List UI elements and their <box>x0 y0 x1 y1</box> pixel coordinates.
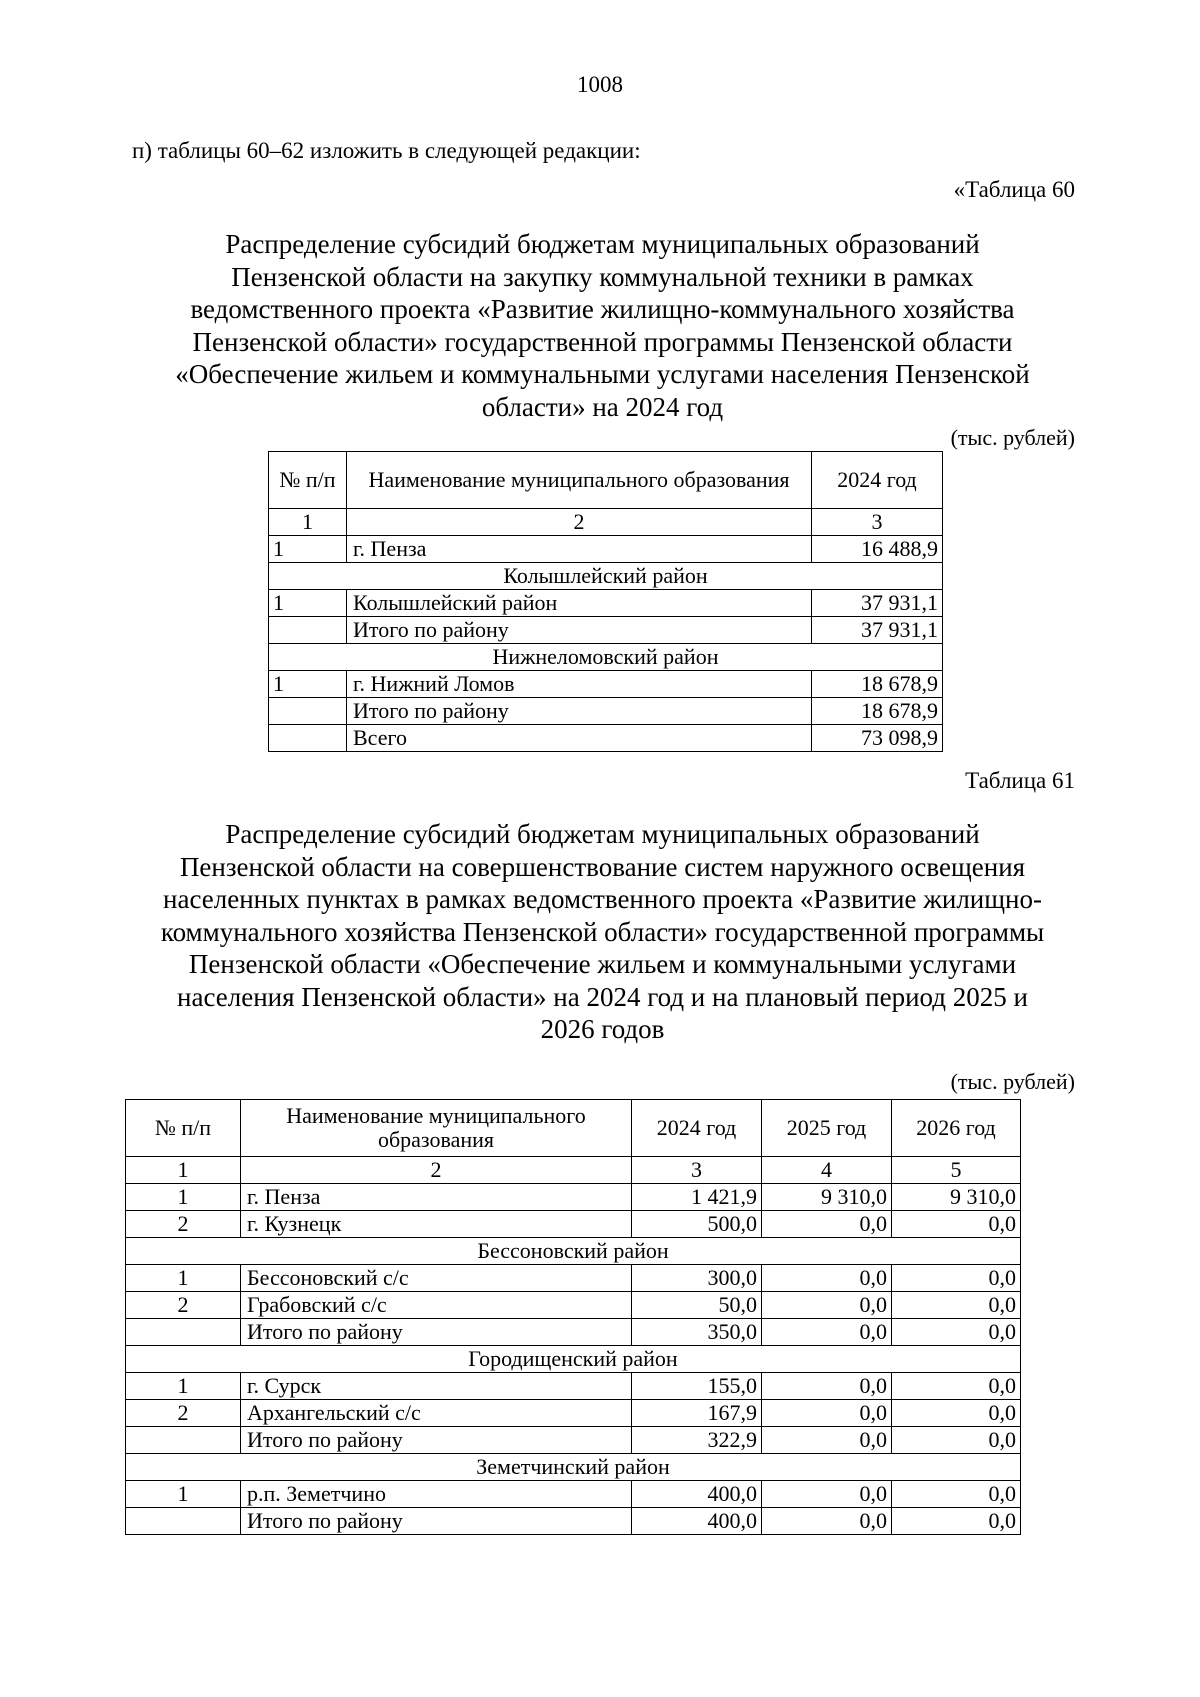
column-number-cell: 5 <box>892 1157 1021 1184</box>
section-title: Колышлейский район <box>269 563 943 590</box>
table-60-label: «Таблица 60 <box>953 177 1075 202</box>
value-cell-v2025: 0,0 <box>762 1508 892 1535</box>
value-cell-v2025: 0,0 <box>762 1292 892 1319</box>
table-row <box>269 725 943 752</box>
row-number-cell <box>269 725 347 752</box>
table-row <box>126 1292 1021 1319</box>
title-line: коммунального хозяйства Пензенской области» государственной программы <box>160 916 1045 947</box>
value-cell-v2026: 0,0 <box>892 1508 1021 1535</box>
name-cell: Всего <box>347 725 812 752</box>
column-number-row <box>126 1157 1021 1184</box>
value-cell-v2024: 1 421,9 <box>632 1184 762 1211</box>
row-number-cell: 1 <box>269 671 347 698</box>
value-cell-v2026: 9 310,0 <box>892 1184 1021 1211</box>
title-line: Пензенской области «Обеспечение жильем и коммунальными услугами <box>188 949 1017 979</box>
value-cell-v2025: 9 310,0 <box>762 1184 892 1211</box>
table-row <box>126 1481 1021 1508</box>
header-row <box>126 1100 1021 1157</box>
section-title: Земетчинский район <box>126 1454 1021 1481</box>
value-cell-v2024: 37 931,1 <box>812 617 943 644</box>
table-61-label: Таблица 61 <box>965 768 1075 793</box>
row-number-cell <box>269 698 347 725</box>
value-cell-v2025: 0,0 <box>762 1265 892 1292</box>
title-line: населенных пунктах в рамках ведомственного проекта «Развитие жилищно- <box>163 884 1042 914</box>
value-cell-v2025: 0,0 <box>762 1319 892 1346</box>
row-number-cell: 1 <box>269 536 347 563</box>
row-number-cell: 1 <box>269 590 347 617</box>
name-cell: г. Нижний Ломов <box>347 671 812 698</box>
value-cell-v2025: 0,0 <box>762 1211 892 1238</box>
name-cell: Итого по району <box>347 617 812 644</box>
row-number-cell: 2 <box>126 1292 241 1319</box>
value-cell-v2026: 0,0 <box>892 1427 1021 1454</box>
intro-paragraph: п) таблицы 60–62 изложить в следующей редакции: <box>132 138 641 163</box>
value-cell-v2024: 155,0 <box>632 1373 762 1400</box>
value-cell-v2025: 0,0 <box>762 1481 892 1508</box>
value-cell-v2024: 167,9 <box>632 1400 762 1427</box>
value-cell-v2026: 0,0 <box>892 1319 1021 1346</box>
section-row <box>269 563 943 590</box>
title-line: Распределение субсидий бюджетам муниципальных образований <box>225 819 980 849</box>
section-title: Городищенский район <box>126 1346 1021 1373</box>
section-row <box>126 1454 1021 1481</box>
value-cell-v2024: 37 931,1 <box>812 590 943 617</box>
header-cell: Наименование муниципального образования <box>241 1100 632 1157</box>
value-cell-v2024: 73 098,9 <box>812 725 943 752</box>
row-number-cell: 1 <box>126 1184 241 1211</box>
table-row <box>269 671 943 698</box>
title-line: Пензенской области» государственной программы Пензенской области <box>192 326 1013 357</box>
value-cell-v2024: 18 678,9 <box>812 698 943 725</box>
table-61-units: (тыс. рублей) <box>950 1069 1075 1094</box>
name-cell: Архангельский с/с <box>241 1400 632 1427</box>
column-number-row <box>269 509 943 536</box>
table-row <box>126 1427 1021 1454</box>
name-cell: г. Кузнецк <box>241 1211 632 1238</box>
section-row <box>126 1346 1021 1373</box>
table-row <box>269 698 943 725</box>
name-cell: Колышлейский район <box>347 590 812 617</box>
name-cell: Итого по району <box>241 1508 632 1535</box>
header-cell: 2024 год <box>812 452 943 509</box>
page-number: 1008 <box>577 72 623 97</box>
title-line: Пензенской области на закупку коммунальной техники в рамках <box>231 261 974 292</box>
name-cell: Бессоновский с/с <box>241 1265 632 1292</box>
title-line: «Обеспечение жильем и коммунальными услугами населения Пензенской <box>175 359 1030 389</box>
name-cell: г. Пенза <box>241 1184 632 1211</box>
row-number-cell <box>126 1319 241 1346</box>
header-cell: 2026 год <box>892 1100 1021 1157</box>
table-61 <box>125 1099 1021 1535</box>
column-number-cell: 3 <box>632 1157 762 1184</box>
row-number-cell <box>269 617 347 644</box>
title-line: ведомственного проекта «Развитие жилищно-коммунального хозяйства <box>190 294 1015 324</box>
value-cell-v2026: 0,0 <box>892 1265 1021 1292</box>
value-cell-v2024: 300,0 <box>632 1265 762 1292</box>
table-60 <box>268 451 943 752</box>
value-cell-v2026: 0,0 <box>892 1292 1021 1319</box>
title-line: 2026 годов <box>540 1014 665 1044</box>
value-cell-v2026: 0,0 <box>892 1211 1021 1238</box>
value-cell-v2025: 0,0 <box>762 1427 892 1454</box>
column-number-cell: 2 <box>241 1157 632 1184</box>
column-number-cell: 2 <box>347 509 812 536</box>
table-row <box>269 590 943 617</box>
name-cell: Итого по району <box>241 1319 632 1346</box>
table-60-title <box>130 228 1075 423</box>
value-cell-v2024: 18 678,9 <box>812 671 943 698</box>
table-60-units: (тыс. рублей) <box>950 425 1075 450</box>
header-row <box>269 452 943 509</box>
section-row <box>269 644 943 671</box>
header-cell: Наименование муниципального образования <box>347 452 812 509</box>
title-line: населения Пензенской области» на 2024 год и на плановый период 2025 и <box>177 981 1028 1012</box>
table-row <box>269 536 943 563</box>
value-cell-v2025: 0,0 <box>762 1373 892 1400</box>
row-number-cell: 1 <box>126 1373 241 1400</box>
title-line: Пензенской области на совершенствование систем наружного освещения <box>179 851 1026 882</box>
row-number-cell: 1 <box>126 1481 241 1508</box>
value-cell-v2024: 322,9 <box>632 1427 762 1454</box>
table-61-title <box>130 818 1075 1046</box>
row-number-cell: 2 <box>126 1400 241 1427</box>
table-row <box>126 1319 1021 1346</box>
table-row <box>126 1184 1021 1211</box>
name-cell: р.п. Земетчино <box>241 1481 632 1508</box>
value-cell-v2024: 50,0 <box>632 1292 762 1319</box>
table-row <box>126 1508 1021 1535</box>
section-title: Бессоновский район <box>126 1238 1021 1265</box>
value-cell-v2024: 16 488,9 <box>812 536 943 563</box>
header-cell: № п/п <box>269 452 347 509</box>
name-cell: г. Пенза <box>347 536 812 563</box>
table-row <box>126 1373 1021 1400</box>
row-number-cell <box>126 1508 241 1535</box>
column-number-cell: 4 <box>762 1157 892 1184</box>
row-number-cell: 2 <box>126 1211 241 1238</box>
name-cell: Итого по району <box>347 698 812 725</box>
column-number-cell: 3 <box>812 509 943 536</box>
header-cell: 2025 год <box>762 1100 892 1157</box>
section-row <box>126 1238 1021 1265</box>
column-number-cell: 1 <box>126 1157 241 1184</box>
title-line: области» на 2024 год <box>481 391 724 422</box>
row-number-cell <box>126 1427 241 1454</box>
value-cell-v2024: 350,0 <box>632 1319 762 1346</box>
row-number-cell: 1 <box>126 1265 241 1292</box>
name-cell: Итого по району <box>241 1427 632 1454</box>
value-cell-v2024: 400,0 <box>632 1508 762 1535</box>
value-cell-v2026: 0,0 <box>892 1400 1021 1427</box>
value-cell-v2025: 0,0 <box>762 1400 892 1427</box>
header-cell: № п/п <box>126 1100 241 1157</box>
name-cell: Грабовский с/с <box>241 1292 632 1319</box>
table-row <box>126 1265 1021 1292</box>
name-cell: г. Сурск <box>241 1373 632 1400</box>
value-cell-v2024: 500,0 <box>632 1211 762 1238</box>
header-cell: 2024 год <box>632 1100 762 1157</box>
table-row <box>269 617 943 644</box>
section-title: Нижнеломовский район <box>269 644 943 671</box>
table-row <box>126 1400 1021 1427</box>
title-line: Распределение субсидий бюджетам муниципальных образований <box>225 229 980 259</box>
value-cell-v2024: 400,0 <box>632 1481 762 1508</box>
value-cell-v2026: 0,0 <box>892 1481 1021 1508</box>
table-row <box>126 1211 1021 1238</box>
value-cell-v2026: 0,0 <box>892 1373 1021 1400</box>
column-number-cell: 1 <box>269 509 347 536</box>
